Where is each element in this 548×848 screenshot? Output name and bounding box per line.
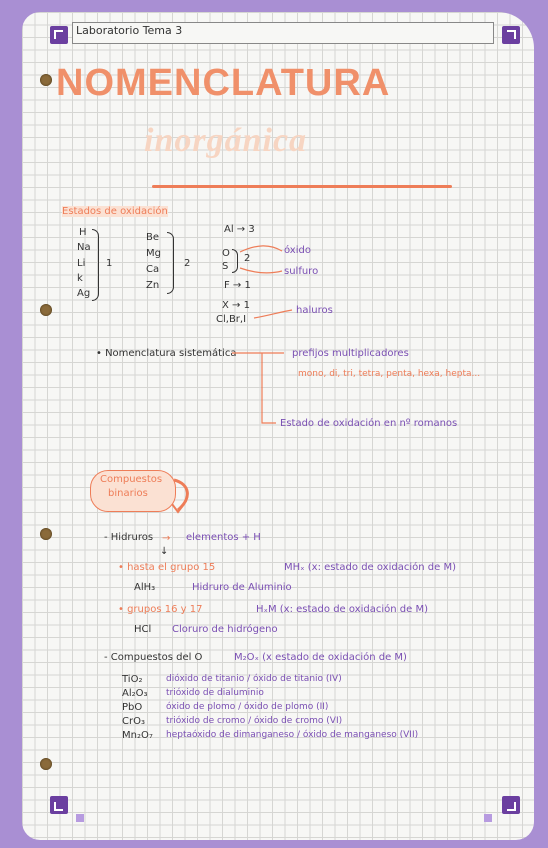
element-o: O [222, 248, 230, 259]
halogen-state: X → 1 [222, 300, 250, 311]
element-ag: Ag [77, 288, 91, 299]
group2-value: 2 [184, 258, 191, 269]
fluorine-state: F → 1 [224, 280, 251, 291]
element-s: S [222, 261, 229, 272]
os-value: 2 [244, 253, 251, 264]
section-heading: Estados de oxidación [62, 206, 168, 217]
hasta-label: • hasta el grupo 15 [118, 562, 216, 573]
halogen-list: Cl,Br,I [216, 314, 247, 325]
aluminium-state: Al → 3 [224, 224, 255, 235]
element-li: Li [77, 258, 86, 269]
oxido-label: óxido [284, 245, 311, 256]
element-k: k [77, 273, 83, 284]
grupos-formula: HₓM (x: estado de oxidación de M) [256, 604, 428, 615]
element-na: Na [77, 242, 91, 253]
systematic-label: • Nomenclatura sistemática [96, 348, 237, 359]
example-formula: Mn₂O₇ [122, 730, 153, 741]
down-arrow: ↓ [160, 546, 169, 557]
prefijos-list: mono, di, tri, tetra, penta, hexa, hepta... [298, 369, 481, 379]
bubble-line2: binarios [108, 488, 148, 499]
grupos-label: • grupos 16 y 17 [118, 604, 203, 615]
example-formula: Al₂O₃ [122, 688, 148, 699]
header-text: Laboratorio Tema 3 [76, 24, 183, 37]
hidruros-label: - Hidruros [104, 532, 154, 543]
compuestos-o-formula: M₂Oₓ (x estado de oxidación de M) [234, 652, 407, 663]
example-formula: TiO₂ [122, 674, 143, 685]
example-formula: CrO₃ [122, 716, 145, 727]
element-be: Be [146, 232, 160, 243]
hasta-formula: MHₓ (x: estado de oxidación de M) [284, 562, 456, 573]
element-mg: Mg [146, 248, 161, 259]
element-ca: Ca [146, 264, 160, 275]
haluros-label: haluros [296, 305, 333, 316]
hcl-name: Cloruro de hidrógeno [172, 624, 278, 635]
example-name: dióxido de titanio / óxido de titanio (IV) [166, 674, 342, 684]
page-title: NOMENCLATURA [56, 62, 391, 104]
alh3-name: Hidruro de Aluminio [192, 582, 292, 593]
sulfuro-label: sulfuro [284, 266, 319, 277]
element-zn: Zn [146, 280, 160, 291]
arrows-layer [22, 12, 534, 840]
example-formula: PbO [122, 702, 143, 713]
estado-label: Estado de oxidación en nº romanos [280, 418, 458, 429]
bubble-line1: Compuestos [100, 474, 163, 485]
example-name: heptaóxido de dimanganeso / óxido de manganeso (VII) [166, 730, 419, 740]
prefijos-label: prefijos multiplicadores [292, 348, 409, 359]
example-name: trióxido de cromo / óxido de cromo (VI) [166, 716, 343, 726]
page-subtitle: inorgánica [144, 122, 308, 159]
element-h: H [79, 227, 87, 238]
hidruros-def: elementos + H [186, 532, 261, 543]
group1-value: 1 [106, 258, 113, 269]
notebook-page [22, 12, 534, 840]
svg-text:→: → [162, 533, 171, 544]
example-name: trióxido de dialuminio [166, 688, 264, 698]
example-name: óxido de plomo / óxido de plomo (II) [166, 702, 329, 712]
hcl-formula: HCl [134, 624, 152, 635]
compuestos-o-label: - Compuestos del O [104, 652, 203, 663]
alh3-formula: AlH₃ [134, 582, 156, 593]
